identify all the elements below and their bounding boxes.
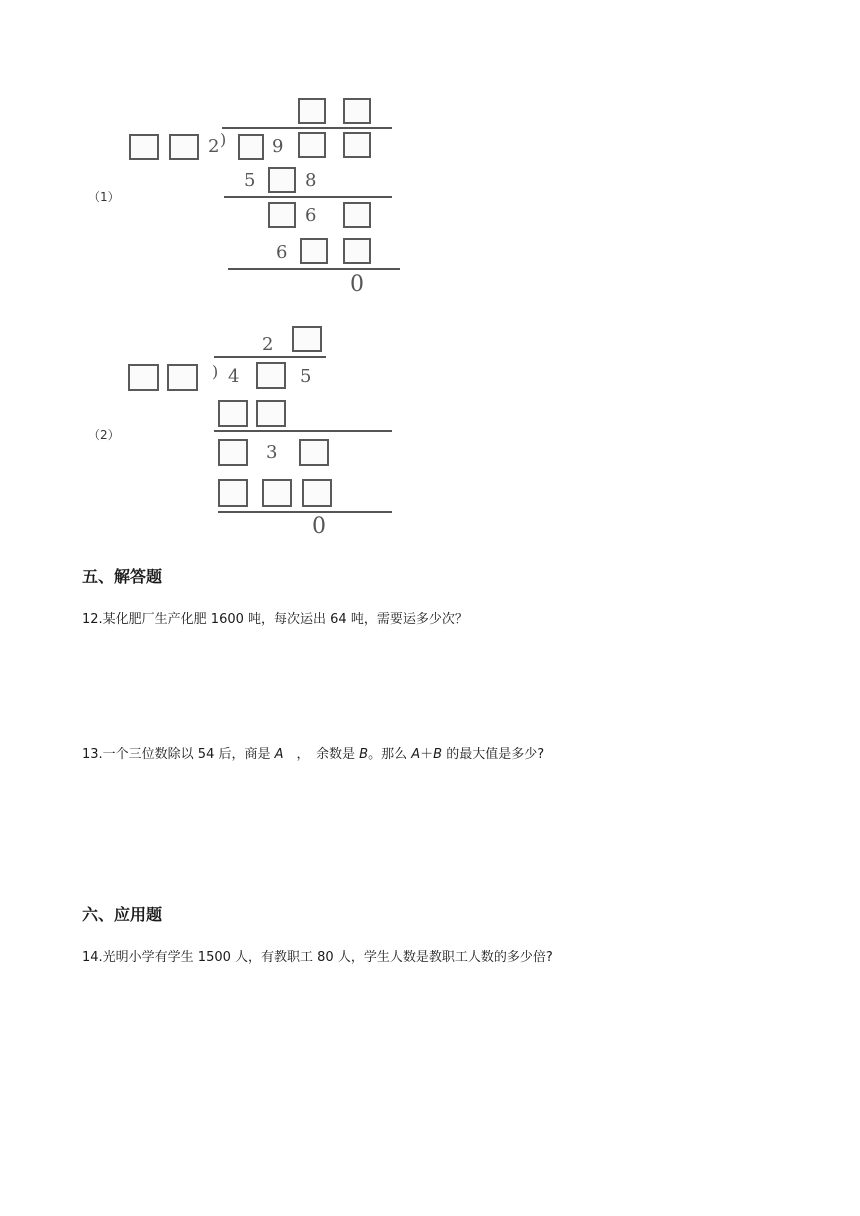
question-13-text: 。那么 bbox=[368, 747, 412, 762]
question-12: 12.某化肥厂生产化肥 1600 吨，每次运出 64 吨，需要运多少次？ bbox=[82, 612, 468, 627]
blank-box bbox=[302, 479, 332, 507]
blank-box bbox=[298, 132, 326, 158]
division-bar bbox=[222, 127, 392, 129]
remainder-digit: 0 bbox=[350, 272, 364, 297]
subtraction-line bbox=[214, 430, 392, 432]
blank-box bbox=[167, 364, 198, 391]
dividend-digit: 9 bbox=[272, 136, 284, 157]
question-13-text: 13.一个三位数除以 54 后，商是 bbox=[82, 747, 275, 762]
blank-box bbox=[268, 202, 296, 228]
blank-box bbox=[218, 439, 248, 466]
question-14: 14.光明小学有学生 1500 人，有教职工 80 人，学生人数是教职工人数的多少倍? bbox=[82, 950, 553, 965]
blank-box bbox=[256, 362, 286, 389]
blank-box bbox=[343, 202, 371, 228]
blank-box bbox=[129, 134, 159, 160]
section-heading-5: 五、解答题 bbox=[82, 567, 163, 586]
var-a: A bbox=[411, 747, 421, 762]
blank-box bbox=[128, 364, 159, 391]
blank-box bbox=[292, 326, 322, 352]
division-bracket: ) bbox=[220, 130, 227, 149]
blank-box bbox=[256, 400, 286, 427]
var-b: B bbox=[359, 747, 369, 762]
blank-box bbox=[343, 98, 371, 124]
question-13-text: ， 余数是 bbox=[283, 747, 360, 762]
blank-box bbox=[298, 98, 326, 124]
blank-box bbox=[169, 134, 199, 160]
digit: 5 bbox=[244, 170, 256, 191]
blank-box bbox=[238, 134, 264, 160]
blank-box bbox=[299, 439, 329, 466]
blank-box bbox=[343, 132, 371, 158]
var-a: A bbox=[274, 747, 284, 762]
subtraction-line bbox=[224, 196, 392, 198]
digit: 3 bbox=[266, 442, 278, 463]
puzzle-1-label: （1） bbox=[88, 190, 120, 204]
blank-box bbox=[268, 167, 296, 193]
remainder-digit: 0 bbox=[312, 514, 326, 539]
blank-box bbox=[218, 400, 248, 427]
divisor-digit: 2 bbox=[208, 136, 220, 157]
blank-box bbox=[218, 479, 248, 507]
dividend-digit: 5 bbox=[300, 366, 312, 387]
division-bracket: ) bbox=[212, 362, 219, 381]
section-heading-6: 六、应用题 bbox=[82, 905, 163, 924]
question-13-text: 的最大值是多少? bbox=[442, 747, 545, 762]
digit: 6 bbox=[305, 205, 317, 226]
blank-box bbox=[300, 238, 328, 264]
blank-box bbox=[343, 238, 371, 264]
var-b: B bbox=[433, 747, 443, 762]
plus-sign: ＋ bbox=[420, 747, 434, 762]
subtraction-line bbox=[228, 268, 400, 270]
subtraction-line bbox=[218, 511, 392, 513]
dividend-digit: 4 bbox=[228, 366, 240, 387]
question-13 bbox=[82, 743, 544, 762]
blank-box bbox=[262, 479, 292, 507]
digit: 8 bbox=[305, 170, 317, 191]
quotient-digit: 2 bbox=[262, 334, 274, 355]
division-bar bbox=[214, 356, 326, 358]
puzzle-2-label: （2） bbox=[88, 428, 120, 442]
digit: 6 bbox=[276, 242, 288, 263]
